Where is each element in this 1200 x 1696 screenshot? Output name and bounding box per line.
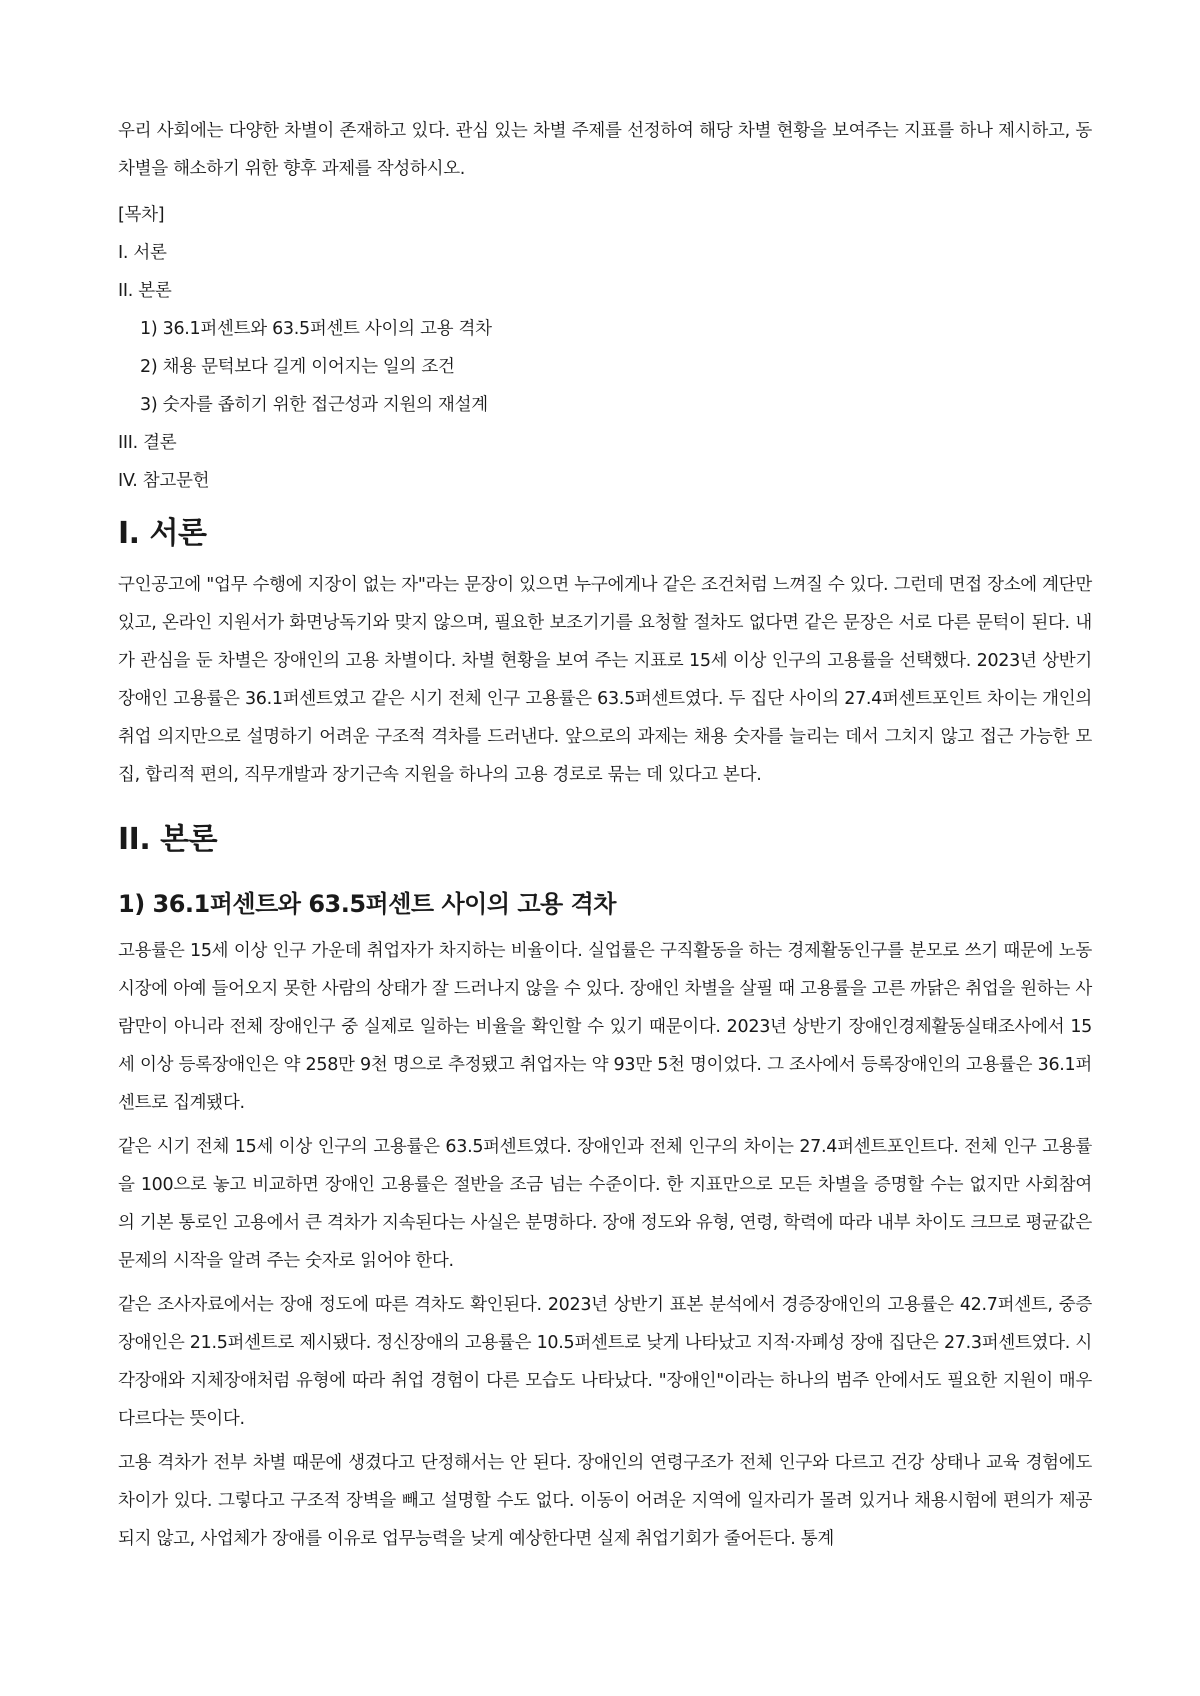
- toc-subitem-1: 1) 36.1퍼센트와 63.5퍼센트 사이의 고용 격차: [140, 319, 492, 339]
- table-of-contents: [118, 196, 1092, 500]
- subsection-heading-1: 1) 36.1퍼센트와 63.5퍼센트 사이의 고용 격차: [118, 890, 616, 918]
- body-paragraph: 고용 격차가 전부 차별 때문에 생겼다고 단정해서는 안 된다. 장애인의 연령구조가 전체 인구와 다르고 건강 상태나 교육 경험에도 차이가 있다. 그렇다고 구조적 장벽을 빼고 설명할 수도 없다. 이동이 어려운 지역에 일자리가 몰려 있거나 채용시험에 편의가 제공되지 않고, 사업체가 장애를 이유로 업무능력을 낮게 예상한다면 실제 취업기회가 줄어든다. 통계: [118, 1453, 1092, 1549]
- toc-heading: [목차]: [118, 205, 165, 225]
- toc-subitem-2: 2) 채용 문턱보다 길게 이어지는 일의 조건: [140, 357, 455, 377]
- body-paragraph: 고용률은 15세 이상 인구 가운데 취업자가 차지하는 비율이다. 실업률은 구직활동을 하는 경제활동인구를 분모로 쓰기 때문에 노동시장에 아예 들어오지 못한 사람의 상태가 잘 드러나지 않을 수 있다. 장애인 차별을 살필 때 고용률을 고른 까닭은 취업을 원하는 사람만이 아니라 전체 장애인구 중 실제로 일하는 비율을 확인할 수 있기 때문이다. 2023년 상반기 장애인경제활동실태조사에서 15세 이상 등록장애인은 약 258만 9천 명으로 추정됐고 취업자는 약 93만 5천 명이었다. 그 조사에서 등록장애인의 고용률은 36.1퍼센트로 집계됐다.: [118, 941, 1092, 1113]
- toc-subitem-3: 3) 숫자를 좁히기 위한 접근성과 지원의 재설계: [140, 395, 488, 415]
- body-paragraph: 같은 조사자료에서는 장애 정도에 따른 격차도 확인된다. 2023년 상반기 표본 분석에서 경증장애인의 고용률은 42.7퍼센트, 중증장애인은 21.5퍼센트로 제시됐다. 정신장애의 고용률은 10.5퍼센트로 낮게 나타났고 지적·자폐성 장애 집단은 27.3퍼센트였다. 시각장애와 지체장애처럼 유형에 따라 취업 경험이 다른 모습도 나타났다. "장애인"이라는 하나의 범주 안에서도 필요한 지원이 매우 다르다는 뜻이다.: [118, 1295, 1092, 1429]
- introduction-paragraph: 구인공고에 "업무 수행에 지장이 없는 자"라는 문장이 있으면 누구에게나 같은 조건처럼 느껴질 수 있다. 그런데 면접 장소에 계단만 있고, 온라인 지원서가 화면낭독기와 맞지 않으며, 필요한 보조기기를 요청할 절차도 없다면 같은 문장은 서로 다른 문턱이 된다. 내가 관심을 둔 차별은 장애인의 고용 차별이다. 차별 현황을 보여 주는 지표로 15세 이상 인구의 고용률을 선택했다. 2023년 상반기 장애인 고용률은 36.1퍼센트였고 같은 시기 전체 인구 고용률은 63.5퍼센트였다. 두 집단 사이의 27.4퍼센트포인트 차이는 개인의 취업 의지만으로 설명하기 어려운 구조적 격차를 드러낸다. 앞으로의 과제는 채용 숫자를 늘리는 데서 그치지 않고 접근 가능한 모집, 합리적 편의, 직무개발과 장기근속 지원을 하나의 고용 경로로 묶는 데 있다고 본다.: [118, 575, 1092, 785]
- section-heading-introduction: I. 서론: [118, 516, 207, 551]
- body-paragraph: 같은 시기 전체 15세 이상 인구의 고용률은 63.5퍼센트였다. 장애인과 전체 인구의 차이는 27.4퍼센트포인트다. 전체 인구 고용률을 100으로 놓고 비교하면 장애인 고용률은 절반을 조금 넘는 수준이다. 한 지표만으로 모든 차별을 증명할 수는 없지만 사회참여의 기본 통로인 고용에서 큰 격차가 지속된다는 사실은 분명하다. 장애 정도와 유형, 연령, 학력에 따라 내부 차이도 크므로 평균값은 문제의 시작을 알려 주는 숫자로 읽어야 한다.: [118, 1137, 1092, 1271]
- toc-item-references: IV. 참고문헌: [118, 471, 210, 491]
- section-heading-body: II. 본론: [118, 822, 218, 857]
- toc-item-body: II. 본론: [118, 281, 172, 301]
- assignment-prompt: 우리 사회에는 다양한 차별이 존재하고 있다. 관심 있는 차별 주제를 선정하여 해당 차별 현황을 보여주는 지표를 하나 제시하고, 동 차별을 해소하기 위한 향후 과제를 작성하시오.: [118, 121, 1092, 179]
- document-page: [118, 112, 1092, 1564]
- toc-item-conclusion: III. 결론: [118, 433, 177, 453]
- toc-item-introduction: I. 서론: [118, 243, 167, 263]
